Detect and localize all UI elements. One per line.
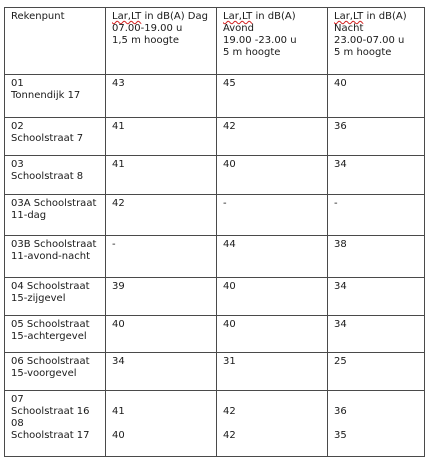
dag-value: 42 [106, 195, 217, 236]
nacht-value: 36 [328, 118, 425, 156]
rekenpunt-address: 11-avond-nacht [11, 251, 91, 262]
table-row [5, 156, 425, 195]
dag-value: 41 [106, 118, 217, 156]
header-nacht-suffix: in dB(A) [363, 11, 407, 22]
rekenpunt-cell [5, 195, 106, 236]
avond-value: 42 [217, 118, 328, 156]
rekenpunt-address: 15-achtergevel [11, 331, 87, 342]
rekenpunt-code: 05 Schoolstraat [11, 319, 90, 330]
rekenpunt-address: 15-voorgevel [11, 368, 77, 379]
dag-value-cell [106, 391, 217, 457]
table-row [5, 195, 425, 236]
avond-value: 40 [217, 156, 328, 195]
avond-value: 31 [217, 353, 328, 391]
dag-value: - [106, 236, 217, 278]
table-row [5, 353, 425, 391]
rekenpunt-code: 02 [11, 121, 24, 132]
avond-value: 45 [217, 75, 328, 118]
rekenpunt-address: 15-zijgevel [11, 293, 66, 304]
rekenpunt-address: 11-dag [11, 210, 47, 221]
table-row [5, 391, 425, 457]
header-nacht-period: 23.00-07.00 u [334, 35, 405, 46]
rekenpunt-cell [5, 156, 106, 195]
nacht-value: 25 [328, 353, 425, 391]
header-dag-title [112, 11, 211, 23]
dag-value: 41 [106, 156, 217, 195]
rekenpunt-address: Schoolstraat 17 [11, 430, 90, 441]
rekenpunt-cell [5, 316, 106, 353]
header-avond [217, 8, 328, 75]
header-nacht-label: Nacht [334, 23, 364, 34]
avond-value: - [217, 195, 328, 236]
header-dag-period: 07.00-19.00 u [112, 23, 183, 34]
table-row [5, 278, 425, 316]
nacht-value: 35 [334, 430, 347, 441]
rekenpunt-code: 04 Schoolstraat [11, 281, 90, 292]
rekenpunt-address: Schoolstraat 8 [11, 171, 84, 182]
header-avond-period: 19.00 -23.00 u [223, 35, 297, 46]
rekenpunt-code: 03A Schoolstraat [11, 198, 97, 209]
table-row [5, 236, 425, 278]
header-nacht [328, 8, 425, 75]
header-nacht-title [334, 11, 419, 23]
nacht-value-cell [328, 391, 425, 457]
rekenpunt-code: 03B Schoolstraat [11, 239, 97, 250]
header-dag [106, 8, 217, 75]
header-avond-label: Avond [223, 23, 254, 34]
header-dag-height: 1,5 m hoogte [112, 35, 179, 46]
nacht-value: 34 [328, 278, 425, 316]
header-nacht-height: 5 m hoogte [334, 47, 392, 58]
rekenpunt-code: 01 [11, 78, 24, 89]
header-nacht-metric: Lar,LT [334, 11, 364, 22]
header-avond-title [223, 11, 322, 23]
rekenpunt-cell [5, 391, 106, 457]
rekenpunt-code: 03 [11, 159, 24, 170]
table-row [5, 75, 425, 118]
rekenpunt-cell [5, 118, 106, 156]
avond-value: 40 [217, 278, 328, 316]
rekenpunt-cell [5, 75, 106, 118]
rekenpunt-address: Schoolstraat 7 [11, 133, 84, 144]
rekenpunt-code: 06 Schoolstraat [11, 356, 90, 367]
header-avond-metric: Lar,LT [223, 11, 253, 22]
nacht-value: 34 [328, 156, 425, 195]
dag-value: 39 [106, 278, 217, 316]
avond-value: 42 [223, 430, 236, 441]
nacht-value: - [328, 195, 425, 236]
rekenpunt-cell [5, 278, 106, 316]
rekenpunt-address: Schoolstraat 16 [11, 406, 90, 417]
nacht-value: 34 [328, 316, 425, 353]
header-dag-suffix: in dB(A) Dag [141, 11, 208, 22]
rekenpunt-code: 08 [11, 418, 24, 429]
rekenpunt-code: 07 [11, 394, 24, 405]
noise-levels-table [4, 7, 425, 457]
dag-value: 43 [106, 75, 217, 118]
table-row [5, 316, 425, 353]
nacht-value: 38 [328, 236, 425, 278]
header-dag-metric: Lar,LT [112, 11, 142, 22]
avond-value: 42 [223, 406, 236, 417]
avond-value: 44 [217, 236, 328, 278]
rekenpunt-address: Tonnendijk 17 [11, 90, 81, 101]
nacht-value: 36 [334, 406, 347, 417]
header-avond-suffix: in dB(A) [252, 11, 296, 22]
avond-value: 40 [217, 316, 328, 353]
rekenpunt-cell [5, 353, 106, 391]
dag-value: 34 [106, 353, 217, 391]
nacht-value: 40 [328, 75, 425, 118]
rekenpunt-cell [5, 236, 106, 278]
header-avond-height: 5 m hoogte [223, 47, 281, 58]
dag-value: 41 [112, 406, 125, 417]
header-rekenpunt [5, 8, 106, 75]
avond-value-cell [217, 391, 328, 457]
header-rekenpunt-label: Rekenpunt [11, 11, 65, 22]
dag-value: 40 [112, 430, 125, 441]
dag-value: 40 [106, 316, 217, 353]
table-row [5, 118, 425, 156]
header-row [5, 8, 425, 75]
